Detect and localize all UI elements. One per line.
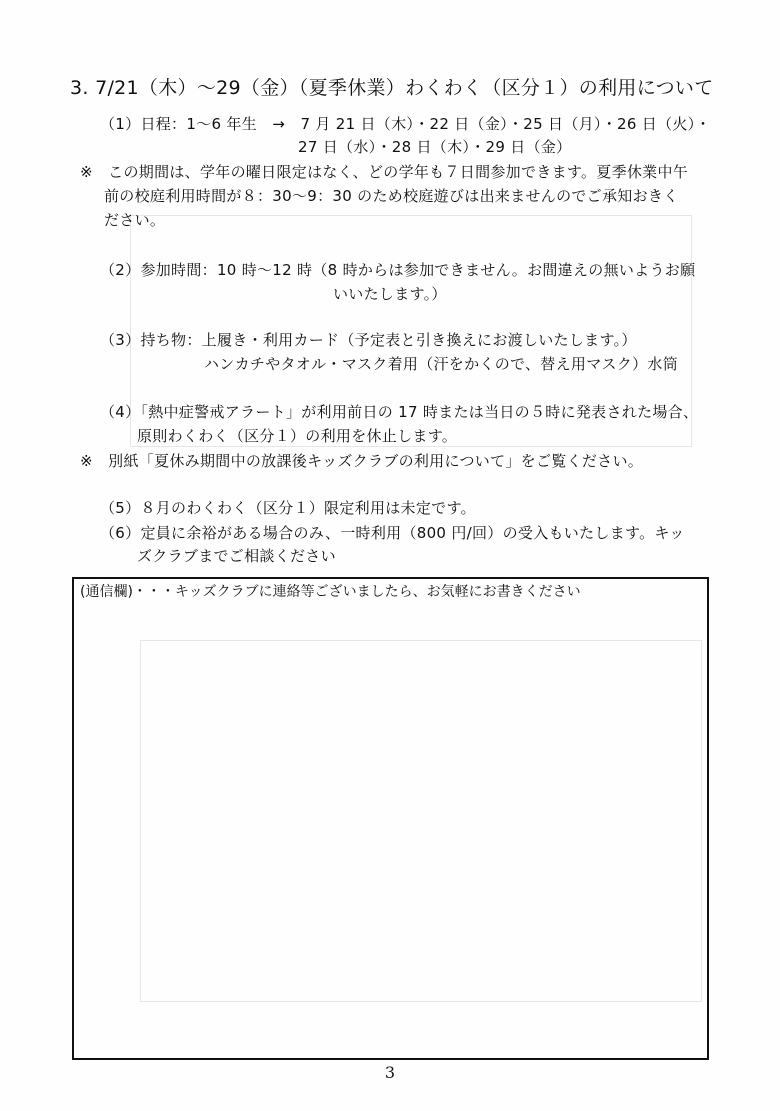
item-2-line-1: （2）参加時間：10 時～12 時（8 時からは参加できません。お間違えの無いようお願 [100, 261, 696, 279]
note-1-line-3: ださい。 [104, 211, 166, 229]
item-3-line-1: （3）持ち物：上履き・利用カード（予定表と引き換えにお渡しいたします。） [100, 331, 637, 349]
section-title: 3. 7/21（木）～29（金）（夏季休業）わくわく（区分１）の利用について [70, 77, 714, 99]
schedule-line-1: （1）日程：1～6 年生 → 7 月 21 日（木）・22 日（金）・25 日（月）・26 日（火）・ [100, 115, 711, 133]
notes-box[interactable] [72, 577, 709, 1060]
item-2-line-2: いいたします。） [333, 285, 447, 303]
note-1-line-2: 前の校庭利用時間が８：30～9：30 のため校庭遊びは出来ませんのでご承知おきく [104, 187, 679, 205]
item-5: （5）８月のわくわく（区分１）限定利用は未定です。 [100, 499, 476, 517]
schedule-line-2: 27 日（水）・28 日（木）・29 日（金） [298, 138, 572, 156]
item-3-line-2: ハンカチやタオル・マスク着用（汗をかくので、替え用マスク）水筒 [204, 355, 679, 373]
note-2: ※ 別紙「夏休み期間中の放課後キッズクラブの利用について」をご覧ください。 [80, 452, 644, 470]
notes-box-label: (通信欄)・・・キッズクラブに連絡等ございましたら、お気軽にお書きください [80, 584, 581, 600]
item-4-line-2: 原則わくわく（区分１）の利用を休止します。 [137, 427, 458, 445]
note-1-line-1: ※ この期間は、学年の曜日限定はなく、どの学年も７日間参加できます。夏季休業中午 [80, 163, 689, 181]
item-6-line-1: （6）定員に余裕がある場合のみ、一時利用（800 円/回）の受入もいたします。キッ [100, 524, 685, 542]
page-number: 3 [384, 1063, 396, 1082]
item-4-line-1: （4）「熱中症警戒アラート」が利用前日の 17 時または当日の５時に発表された場合、 [100, 403, 699, 421]
item-6-line-2: ズクラブまでご相談ください [137, 547, 336, 565]
